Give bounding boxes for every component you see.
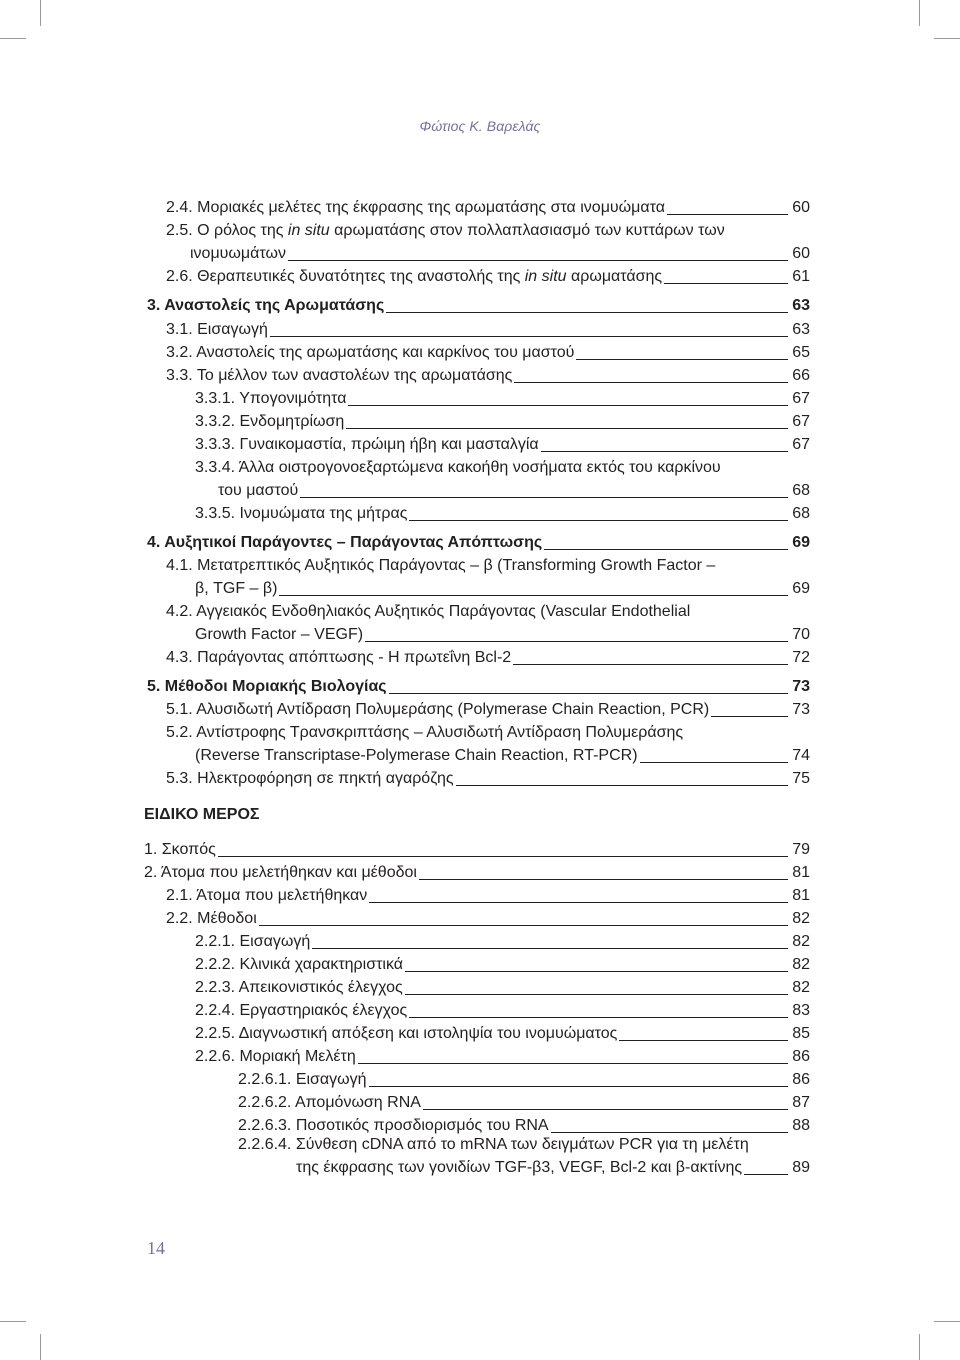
toc-entry — [166, 221, 725, 241]
toc-page-number: 73 — [792, 678, 810, 695]
toc-page-number: 81 — [792, 864, 810, 881]
toc-entry-title: 3.3.2. Ενδομητρίωση — [195, 413, 345, 430]
toc-page-number: 88 — [792, 1117, 810, 1134]
toc-page-number: 67 — [792, 390, 810, 407]
dot-leader — [405, 994, 788, 995]
toc-entry — [144, 840, 810, 860]
toc-entry-title: 2.6. Θεραπευτικές δυνατότητες της αναστολής της in situ αρωματάσης — [166, 268, 663, 285]
toc-entry-title: 2.4. Μοριακές μελέτες της έκφρασης της αρωματάσης στα ινομυώματα — [166, 199, 665, 216]
dot-leader — [288, 260, 788, 261]
dot-leader — [218, 856, 788, 857]
toc-entry-title: 5.2. Αντίστροφης Τρανσκριπτάσης – Αλυσιδωτή Αντίδραση Πολυμεράσης — [166, 724, 684, 741]
toc-page-number: 85 — [792, 1025, 810, 1042]
dot-leader — [386, 312, 788, 313]
toc-entry-title: 4.2. Αγγειακός Ενδοθηλιακός Αυξητικός Παράγοντας (Vascular Endothelial — [166, 603, 691, 620]
toc-entry-title: 2. Άτομα που μελετήθηκαν και μέθοδοι — [144, 864, 417, 881]
dot-leader — [551, 1132, 788, 1133]
toc-entry — [166, 886, 810, 906]
toc-page-number: 75 — [792, 770, 810, 787]
page-number: 14 — [147, 1238, 165, 1258]
toc-page-number: 81 — [792, 887, 810, 904]
toc-entry-title: 3.3.3. Γυναικομαστία, πρώιμη ήβη και μασταλγία — [195, 436, 539, 453]
crop-mark — [40, 0, 41, 26]
toc-entry — [147, 533, 810, 553]
toc-entry — [238, 1093, 810, 1113]
dot-leader — [640, 762, 788, 763]
toc-entry — [147, 296, 810, 316]
dot-leader — [513, 664, 788, 665]
toc-entry — [195, 389, 810, 409]
toc-entry — [195, 1001, 810, 1021]
toc-entry-title: της έκφρασης των γονιδίων TGF-β3, VEGF, Bcl-2 και β-ακτίνης — [296, 1159, 743, 1176]
dot-leader — [409, 1017, 788, 1018]
toc-entry-title: 4. Αυξητικοί Παράγοντες – Παράγοντας Απόπτωσης — [147, 534, 543, 551]
toc-page-number: 66 — [792, 367, 810, 384]
toc-entry-title: 3.2. Αναστολείς της αρωματάσης και καρκίνος του μαστού — [166, 344, 575, 361]
dot-leader — [270, 336, 788, 337]
toc-page-number: 67 — [792, 413, 810, 430]
toc-page-number: 87 — [792, 1094, 810, 1111]
crop-mark — [919, 1334, 920, 1360]
toc-page-number: 79 — [792, 841, 810, 858]
toc-page-number: 82 — [792, 933, 810, 950]
dot-leader — [423, 1109, 788, 1110]
toc-entry — [218, 481, 810, 501]
toc-entry-title: 3.3.5. Ινομυώματα της μήτρας — [195, 505, 408, 522]
toc-page-number: 69 — [792, 534, 810, 551]
toc-entry-title: 2.2.4. Εργαστηριακός έλεγχος — [195, 1002, 408, 1019]
dot-leader — [348, 405, 788, 406]
toc-page-number: 74 — [792, 747, 810, 764]
toc-entry — [190, 244, 810, 264]
toc-entry-title: 5. Μέθοδοι Μοριακής Βιολογίας — [147, 678, 387, 695]
toc-entry-title: 2.2.3. Απεικονιστικός έλεγχος — [195, 979, 403, 996]
dot-leader — [456, 785, 788, 786]
crop-mark — [934, 38, 960, 39]
toc-page-number: 83 — [792, 1002, 810, 1019]
toc-entry-title: 2.2.6. Μοριακή Μελέτη — [195, 1048, 356, 1065]
toc-page-number: 63 — [792, 297, 810, 314]
toc-entry — [195, 504, 810, 524]
dot-leader — [576, 359, 788, 360]
toc-page-number: 89 — [792, 1159, 810, 1176]
toc-entry-title: 2.5. Ο ρόλος της in situ αρωματάσης στον πολλαπλασιασμό των κυττάρων των — [166, 222, 725, 239]
dot-leader — [514, 382, 788, 383]
toc-page-number: 82 — [792, 979, 810, 996]
dot-leader — [409, 520, 788, 521]
dot-leader — [346, 428, 788, 429]
toc-entry — [166, 700, 810, 720]
crop-mark — [0, 38, 26, 39]
dot-leader — [711, 716, 788, 717]
toc-entry-title: 5.3. Ηλεκτροφόρηση σε πηκτή αγαρόζης — [166, 770, 454, 787]
toc-page-number: 82 — [792, 956, 810, 973]
toc-entry-title: 3.1. Εισαγωγή — [166, 321, 268, 338]
toc-entry — [144, 863, 810, 883]
toc-page-number: 68 — [792, 482, 810, 499]
toc-entry-title: 2.2.2. Κλινικά χαρακτηριστικά — [195, 956, 404, 973]
toc-entry — [166, 320, 810, 340]
dot-leader — [312, 948, 788, 949]
toc-entry-title: 3.3. Το μέλλον των αναστολέων της αρωματάσης — [166, 367, 513, 384]
toc-entry — [238, 1116, 810, 1136]
toc-entry — [166, 909, 810, 929]
toc-entry-title: 3.3.4. Άλλα οιστρογονοεξαρτώμενα κακοήθη νοσήματα εκτός του καρκίνου — [195, 459, 721, 476]
crop-mark — [0, 1321, 26, 1322]
dot-leader — [300, 497, 788, 498]
toc-entry — [195, 978, 810, 998]
toc-entry — [195, 1047, 810, 1067]
dot-leader — [744, 1174, 788, 1175]
toc-page-number: 61 — [792, 268, 810, 285]
dot-leader — [365, 641, 788, 642]
toc-entry-title: 2.2.6.1. Εισαγωγή — [238, 1071, 367, 1088]
toc-entry — [166, 602, 690, 622]
toc-entry — [238, 1135, 749, 1155]
toc-page-number: 63 — [792, 321, 810, 338]
toc-page-number: 69 — [792, 580, 810, 597]
dot-leader — [419, 879, 788, 880]
toc-entry-title: 2.2.6.3. Ποσοτικός προσδιορισμός του RNA — [238, 1117, 549, 1134]
toc-page-number: 70 — [792, 626, 810, 643]
crop-mark — [40, 1334, 41, 1360]
toc-entry — [166, 723, 683, 743]
dot-leader — [358, 1063, 788, 1064]
toc-entry-title: 4.1. Μετατρεπτικός Αυξητικός Παράγοντας – β (Transforming Growth Factor – — [166, 557, 716, 574]
toc-entry — [195, 458, 721, 478]
toc-page-number: 60 — [792, 245, 810, 262]
toc-page-number: 82 — [792, 910, 810, 927]
toc-entry — [195, 746, 810, 766]
toc-entry-title: 3.3.1. Υπογονιμότητα — [195, 390, 347, 407]
toc-entry — [195, 1024, 810, 1044]
toc-entry-title: 2.2.6.2. Απομόνωση RNA — [238, 1094, 421, 1111]
crop-mark — [919, 0, 920, 26]
toc-page-number: 72 — [792, 649, 810, 666]
running-header: Φώτιος Κ. Βαρελάς — [419, 118, 541, 134]
dot-leader — [369, 902, 788, 903]
dot-leader — [619, 1040, 788, 1041]
dot-leader — [389, 693, 788, 694]
toc-entry-title: β, TGF – β) — [195, 580, 278, 597]
toc-entry — [195, 932, 810, 952]
special-section-heading: ΕΙΔΙΚΟ ΜΕΡΟΣ — [144, 806, 260, 823]
toc-entry — [195, 955, 810, 975]
dot-leader — [279, 595, 788, 596]
toc-page-number: 67 — [792, 436, 810, 453]
dot-leader — [664, 283, 788, 284]
toc-entry-title: ινομυωμάτων — [190, 245, 286, 262]
toc-entry-title: 2.2.6.4. Σύνθεση cDNA από το mRNA των δειγμάτων PCR για τη μελέτη — [238, 1136, 749, 1153]
toc-page-number: 60 — [792, 199, 810, 216]
toc-entry — [166, 198, 810, 218]
dot-leader — [369, 1086, 788, 1087]
toc-page-number: 73 — [792, 701, 810, 718]
toc-page-number: 68 — [792, 505, 810, 522]
toc-entry-title: 4.3. Παράγοντας απόπτωσης - Η πρωτεΐνη Bcl-2 — [166, 649, 512, 666]
toc-entry — [296, 1158, 810, 1178]
toc-entry — [195, 625, 810, 645]
toc-entry — [195, 435, 810, 455]
dot-leader — [544, 549, 788, 550]
toc-entry — [238, 1070, 810, 1090]
crop-mark — [934, 1321, 960, 1322]
toc-page-number: 65 — [792, 344, 810, 361]
toc-entry-title: του μαστού — [218, 482, 299, 499]
toc-page-number: 86 — [792, 1048, 810, 1065]
toc-entry — [195, 412, 810, 432]
dot-leader — [541, 451, 788, 452]
toc-entry-title: (Reverse Transcriptase-Polymerase Chain Reaction, RT-PCR) — [195, 747, 638, 764]
toc-entry-title: 2.2.5. Διαγνωστική απόξεση και ιστοληψία του ινομυώματος — [195, 1025, 618, 1042]
toc-entry — [195, 579, 810, 599]
toc-entry-title: 2.1. Άτομα που μελετήθηκαν — [166, 887, 368, 904]
toc-entry-title: 1. Σκοπός — [144, 841, 216, 858]
toc-entry — [166, 556, 715, 576]
toc-page-number: 86 — [792, 1071, 810, 1088]
toc-entry-title: Growth Factor – VEGF) — [195, 626, 364, 643]
toc-entry — [166, 769, 810, 789]
toc-entry-title: 3. Αναστολείς της Αρωματάσης — [147, 297, 385, 314]
toc-entry — [166, 343, 810, 363]
toc-entry-title: 2.2.1. Εισαγωγή — [195, 933, 311, 950]
dot-leader — [259, 925, 788, 926]
toc-entry-title: 2.2. Μέθοδοι — [166, 910, 257, 927]
dot-leader — [667, 214, 788, 215]
dot-leader — [405, 971, 788, 972]
toc-entry — [166, 648, 810, 668]
toc-entry-title: 5.1. Αλυσιδωτή Αντίδραση Πολυμεράσης (Polymerase Chain Reaction, PCR) — [166, 701, 710, 718]
toc-entry — [166, 366, 810, 386]
toc-entry — [147, 677, 810, 697]
toc-entry — [166, 267, 810, 287]
